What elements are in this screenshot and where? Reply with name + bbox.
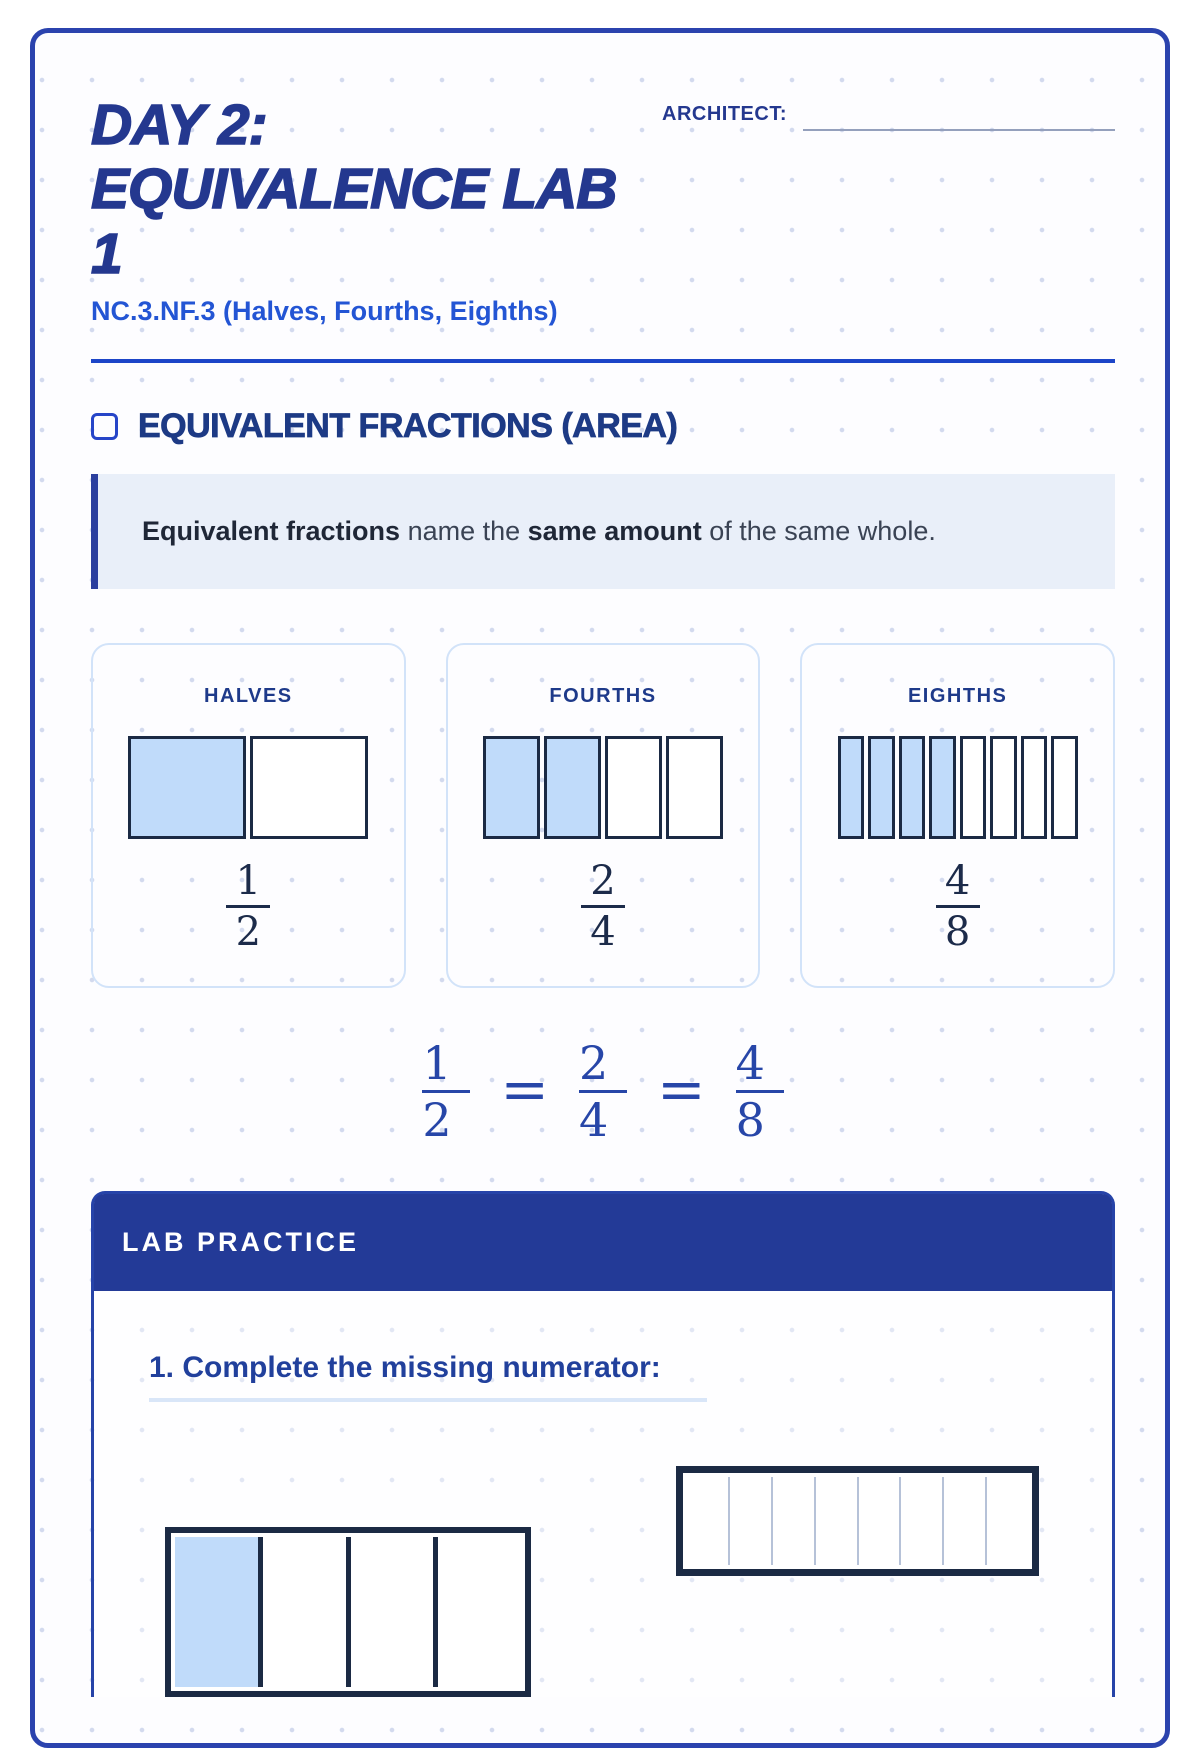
shaded-cell xyxy=(868,736,895,839)
fraction-numerator: 1 xyxy=(422,1036,452,1091)
empty-cell xyxy=(816,1477,857,1565)
fraction-numerator: 2 xyxy=(579,1036,609,1091)
fraction-denominator: 2 xyxy=(422,1093,452,1148)
definition-callout xyxy=(91,474,1115,589)
page-title xyxy=(91,93,616,286)
empty-cell xyxy=(730,1477,771,1565)
shaded-cell xyxy=(929,736,956,839)
shaded-cell xyxy=(544,736,601,839)
empty-cell xyxy=(666,736,723,839)
question-1-heading: 1. Complete the missing numerator: xyxy=(149,1351,707,1402)
section-title: EQUIVALENT FRACTIONS (AREA) xyxy=(138,407,678,446)
standard-subtitle: NC.3.NF.3 (Halves, Fourths, Eighths) xyxy=(91,296,558,327)
callout-text: name the xyxy=(400,516,528,547)
fraction-bar-fourths xyxy=(483,736,723,839)
fraction-card-eighths xyxy=(800,643,1115,988)
equation-fraction xyxy=(422,1036,470,1148)
empty-cell xyxy=(438,1537,521,1687)
page-title-line: DAY 2: xyxy=(91,93,267,157)
shaded-cell xyxy=(128,736,246,839)
worksheet-page xyxy=(30,28,1170,1748)
page-title-line: 1 xyxy=(91,221,122,286)
empty-cell xyxy=(960,736,987,839)
equation-fraction xyxy=(735,1036,784,1148)
fraction-line xyxy=(226,905,270,908)
empty-cell xyxy=(901,1477,942,1565)
empty-cell xyxy=(605,736,662,839)
fraction-bar-halves xyxy=(128,736,368,839)
header xyxy=(91,93,1115,286)
fraction-denominator: 8 xyxy=(735,1093,765,1148)
shaded-cell xyxy=(899,736,926,839)
equation-fraction xyxy=(579,1036,627,1148)
empty-cell xyxy=(1051,736,1078,839)
architect-input-line[interactable] xyxy=(803,103,1115,131)
equals-sign: = xyxy=(657,1054,706,1123)
fraction-card-halves xyxy=(91,643,406,988)
section-checkbox[interactable] xyxy=(91,413,118,440)
empty-cell xyxy=(351,1537,434,1687)
empty-cell xyxy=(687,1477,728,1565)
card-title: FOURTHS xyxy=(549,685,657,708)
callout-bold-term: same amount xyxy=(527,516,702,547)
fraction-numerator: 4 xyxy=(944,858,971,905)
fraction-label xyxy=(936,858,980,956)
practice-bar-fourths[interactable] xyxy=(165,1527,531,1697)
empty-cell xyxy=(944,1477,985,1565)
practice-bars-row xyxy=(149,1466,1057,1697)
shaded-cell xyxy=(838,736,865,839)
fraction-cards-row xyxy=(91,643,1115,988)
lab-practice-section xyxy=(91,1191,1115,1697)
empty-cell xyxy=(1021,736,1048,839)
empty-cell xyxy=(263,1537,346,1687)
fraction-line xyxy=(936,905,980,908)
card-title: HALVES xyxy=(204,685,293,708)
fraction-numerator: 4 xyxy=(735,1036,765,1091)
equivalence-equation xyxy=(91,1036,1115,1148)
fraction-card-fourths xyxy=(446,643,761,988)
shaded-cell xyxy=(483,736,540,839)
fraction-bar-eighths xyxy=(838,736,1078,839)
callout-text: of the same whole. xyxy=(701,516,936,547)
fraction-numerator: 2 xyxy=(590,858,616,905)
practice-body xyxy=(94,1291,1112,1697)
fraction-denominator: 4 xyxy=(590,909,616,956)
page-title-line: EQUIVALENCE LAB xyxy=(91,157,617,222)
architect-label: ARCHITECT: xyxy=(662,103,787,125)
fraction-numerator: 1 xyxy=(235,858,262,905)
equals-sign: = xyxy=(500,1054,549,1123)
section-heading-row xyxy=(91,407,1115,446)
callout-bold-term: Equivalent fractions xyxy=(142,516,401,547)
empty-cell xyxy=(773,1477,814,1565)
empty-cell xyxy=(990,736,1017,839)
fraction-label xyxy=(581,858,625,956)
fraction-denominator: 8 xyxy=(944,909,971,956)
fraction-label xyxy=(226,858,270,956)
divider-rule xyxy=(91,359,1115,363)
lab-practice-banner xyxy=(94,1194,1112,1291)
empty-cell xyxy=(987,1477,1028,1565)
empty-cell xyxy=(250,736,368,839)
fraction-denominator: 4 xyxy=(579,1093,609,1148)
practice-bar-eighths[interactable] xyxy=(676,1466,1039,1576)
empty-cell xyxy=(859,1477,900,1565)
banner-title: LAB PRACTICE xyxy=(122,1227,359,1258)
fraction-line xyxy=(581,905,625,908)
fraction-denominator: 2 xyxy=(235,909,262,956)
card-title: EIGHTHS xyxy=(907,685,1008,708)
architect-field xyxy=(662,103,1115,131)
shaded-cell xyxy=(175,1537,258,1687)
